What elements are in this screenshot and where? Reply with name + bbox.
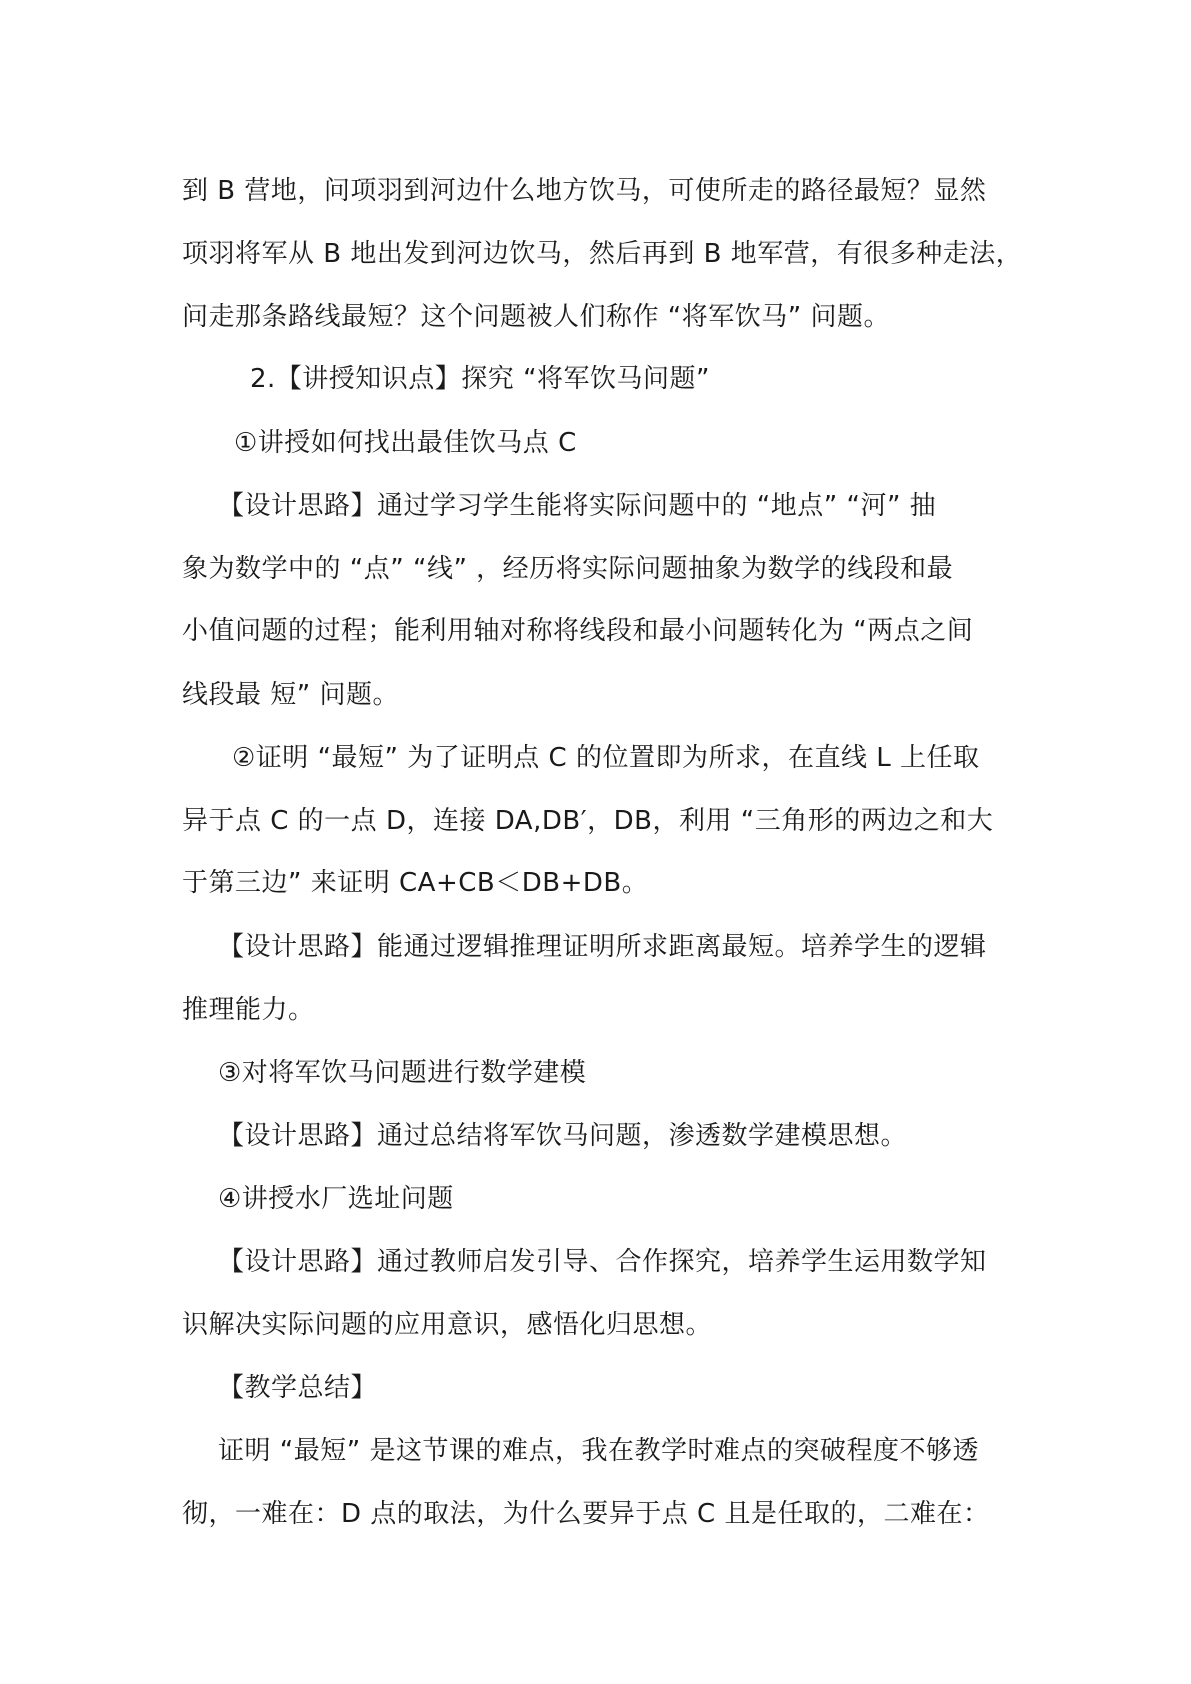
text-line: 异于点 C 的一点 D，连接 DA,DB′，DB，利用 “三角形的两边之和大 bbox=[182, 806, 994, 836]
text-line: ②证明 “最短” 为了证明点 C 的位置即为所求，在直线 L 上任取 bbox=[232, 743, 980, 773]
text-line: 到 B 营地，问项羽到河边什么地方饮马，可使所走的路径最短？显然 bbox=[182, 176, 987, 206]
text-line: 【设计思路】通过教师启发引导、合作探究，培养学生运用数学知 bbox=[218, 1247, 987, 1277]
text-line: 小值问题的过程；能利用轴对称将线段和最小问题转化为 “两点之间 bbox=[182, 616, 974, 646]
text-line: 线段最 短” 问题。 bbox=[182, 680, 399, 710]
subsection-heading: ③对将军饮马问题进行数学建模 bbox=[218, 1058, 587, 1088]
text-line: 证明 “最短” 是这节课的难点，我在教学时难点的突破程度不够透 bbox=[218, 1436, 979, 1466]
text-line: 象为数学中的 “点” “线” ，经历将实际问题抽象为数学的线段和最 bbox=[182, 554, 954, 584]
text-line: 识解决实际问题的应用意识，感悟化归思想。 bbox=[182, 1310, 713, 1340]
text-line: 于第三边” 来证明 CA+CB＜DB+DB。 bbox=[182, 868, 649, 898]
text-line: 【设计思路】通过学习学生能将实际问题中的 “地点” “河” 抽 bbox=[218, 491, 937, 521]
text-line: 彻，一难在：D 点的取法，为什么要异于点 C 且是任取的，二难在： bbox=[182, 1499, 990, 1529]
section-heading: 【教学总结】 bbox=[218, 1373, 378, 1403]
section-heading: 2.【讲授知识点】探究 “将军饮马问题” bbox=[250, 364, 711, 394]
text-line: 推理能力。 bbox=[182, 995, 315, 1025]
subsection-heading: ①讲授如何找出最佳饮马点 C bbox=[234, 428, 577, 458]
text-line: 【设计思路】能通过逻辑推理证明所求距离最短。培养学生的逻辑 bbox=[218, 932, 987, 962]
text-line: 项羽将军从 B 地出发到河边饮马，然后再到 B 地军营，有很多种走法， bbox=[182, 239, 1023, 269]
text-line: 问走那条路线最短？这个问题被人们称作 “将军饮马” 问题。 bbox=[182, 302, 890, 332]
text-line: 【设计思路】通过总结将军饮马问题，渗透数学建模思想。 bbox=[218, 1121, 908, 1151]
subsection-heading: ④讲授水厂选址问题 bbox=[218, 1184, 454, 1214]
